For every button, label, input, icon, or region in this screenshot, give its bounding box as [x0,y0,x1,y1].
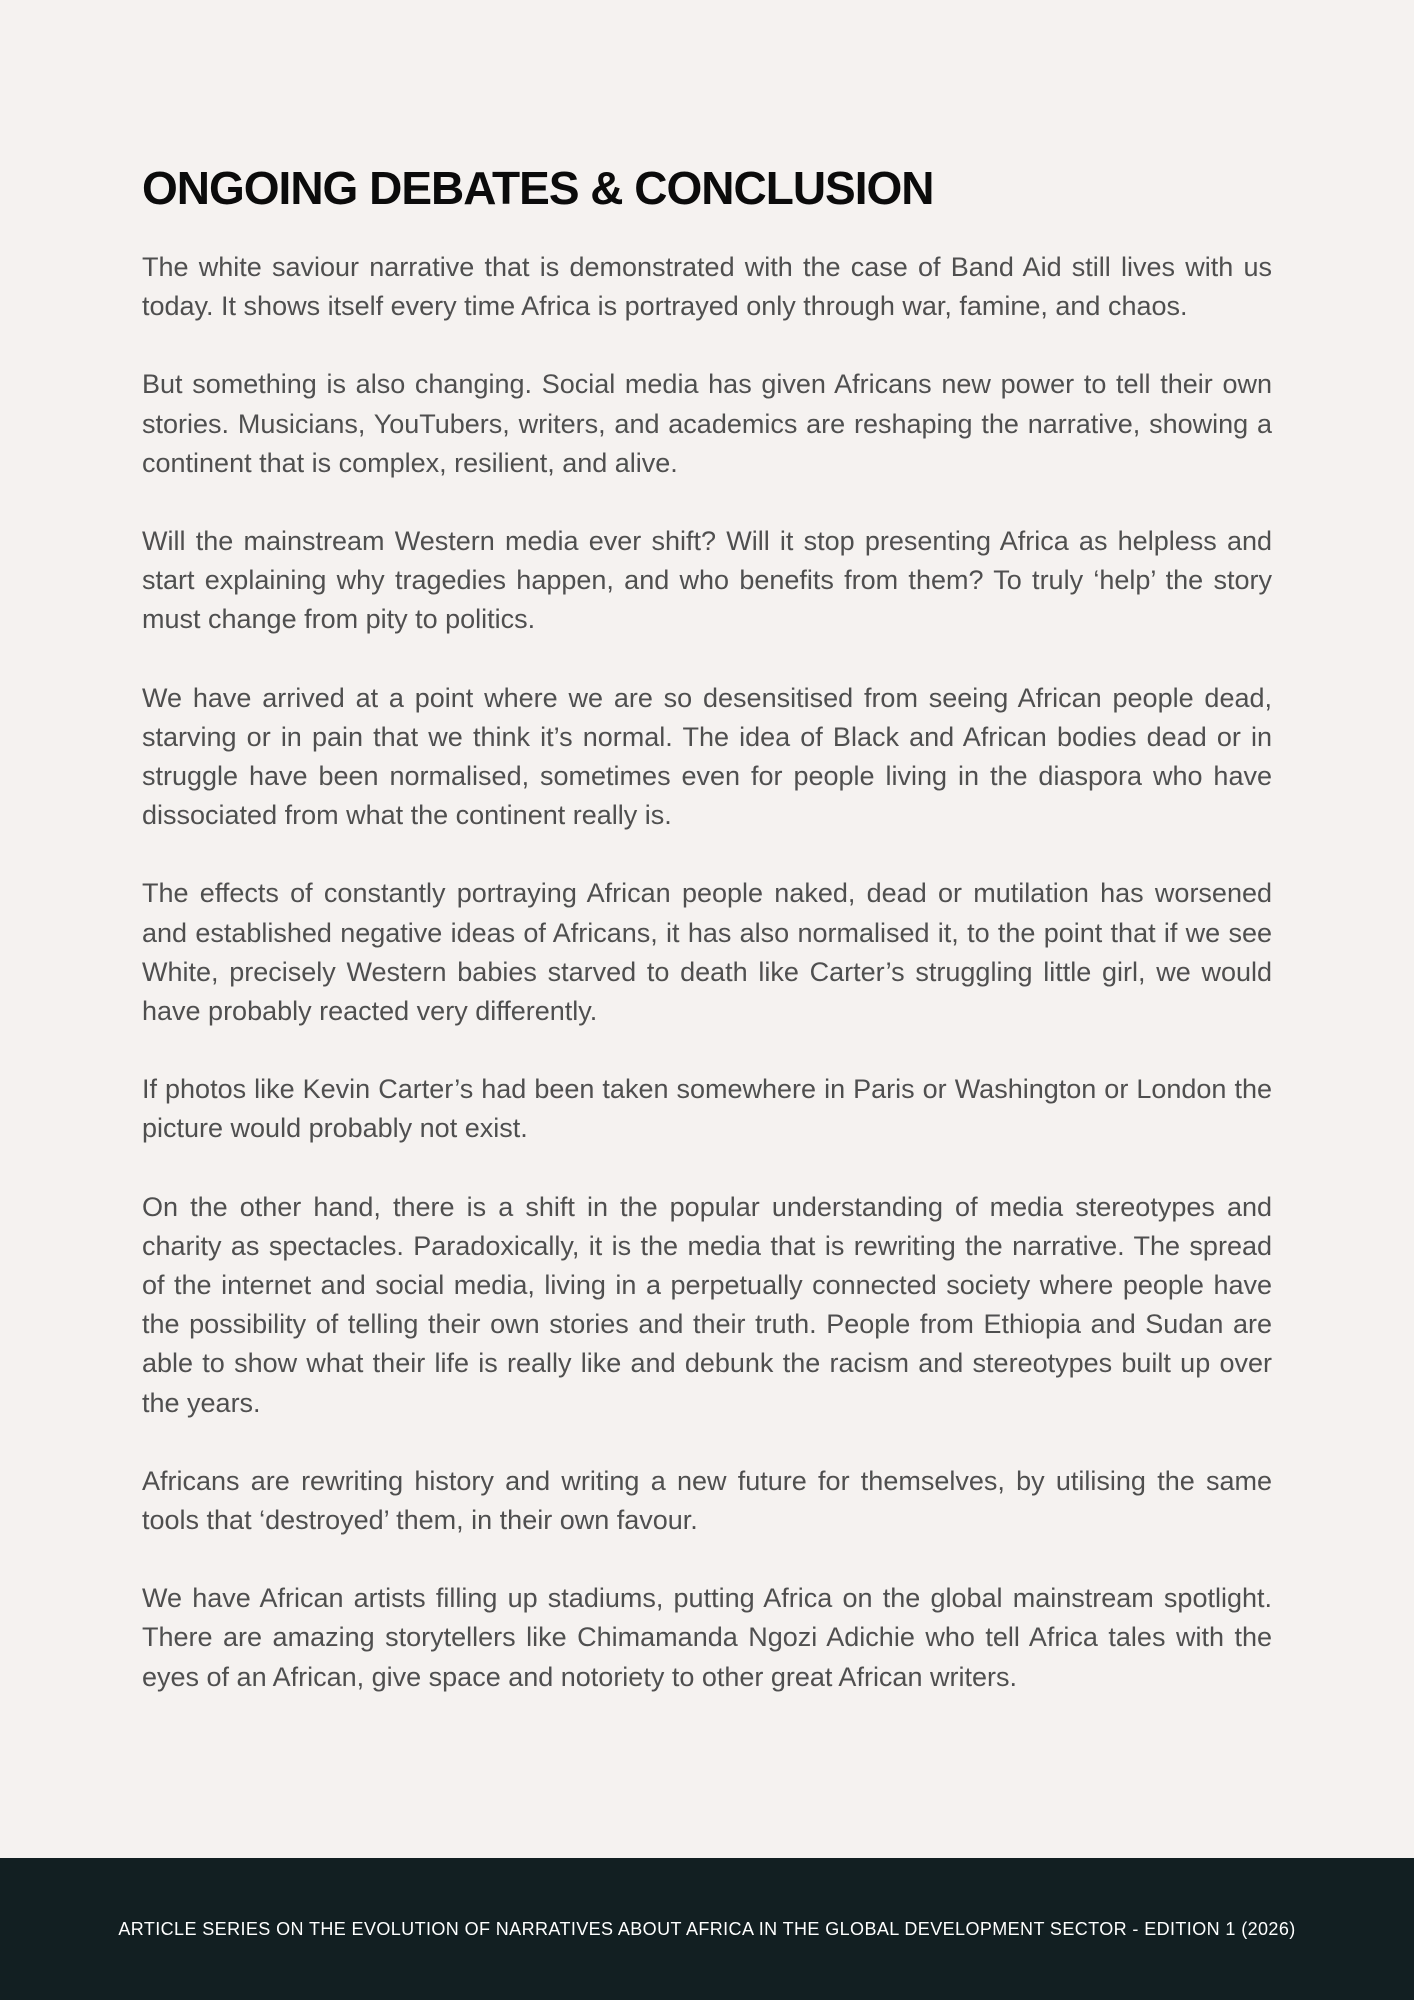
footer-bar [0,1858,1414,2000]
paragraph-1: The white saviour narrative that is demonstrated with the case of Band Aid still lives with us today. It shows itself every time Africa is portrayed only through war, famine, and chaos. [142,252,1272,322]
paragraph-6: If photos like Kevin Carter’s had been taken somewhere in Paris or Washington or London the picture would probably not exist. [142,1074,1272,1144]
paragraph-3: Will the mainstream Western media ever shift? Will it stop presenting Africa as helpless and start explaining why tragedies happen, and who benefits from them? To truly ‘help’ the story must change from pity to politics. [142,526,1272,635]
article-title: ONGOING DEBATES & CONCLUSION [142,162,934,214]
paragraph-4: We have arrived at a point where we are so desensitised from seeing African people dead, starving or in pain that we think it’s normal. The idea of Black and African bodies dead or in struggle have been normalised, sometimes even for people living in the diaspora who have dissociated from what the continent really is. [142,682,1272,831]
footer-text: ARTICLE SERIES ON THE EVOLUTION OF NARRATIVES ABOUT AFRICA IN THE GLOBAL DEVELOPMENT SECTOR - EDITION 1 (2026) [118,1918,1296,1939]
paragraph-2: But something is also changing. Social media has given Africans new power to tell their own stories. Musicians, YouTubers, writers, and academics are reshaping the narrative, showing a continent that is complex, resilient, and alive. [142,369,1272,478]
paragraph-5: The effects of constantly portraying African people naked, dead or mutilation has worsened and established negative ideas of Africans, it has also normalised it, to the point that if we see White, precisely Western babies starved to death like Carter’s struggling little girl, we would have probably reacted very differently. [142,878,1272,1027]
paragraph-7: On the other hand, there is a shift in the popular understanding of media stereotypes and charity as spectacles. Paradoxically, it is the media that is rewriting the narrative. The spread of the internet and social media, living in a perpetually connected society where people have the possibility of telling their own stories and their truth. People from Ethiopia and Sudan are able to show what their life is really like and debunk the racism and stereotypes built up over the years. [142,1191,1272,1418]
article [142,160,1272,1736]
article-body [142,248,1272,1697]
paragraph-8: Africans are rewriting history and writing a new future for themselves, by utilising the same tools that ‘destroyed’ them, in their own favour. [142,1465,1272,1536]
paragraph-9: We have African artists filling up stadiums, putting Africa on the global mainstream spotlight. There are amazing storytellers like Chimamanda Ngozi Adichie who tell Africa tales with the eyes of an African, give space and notoriety to other great African writers. [142,1583,1272,1692]
